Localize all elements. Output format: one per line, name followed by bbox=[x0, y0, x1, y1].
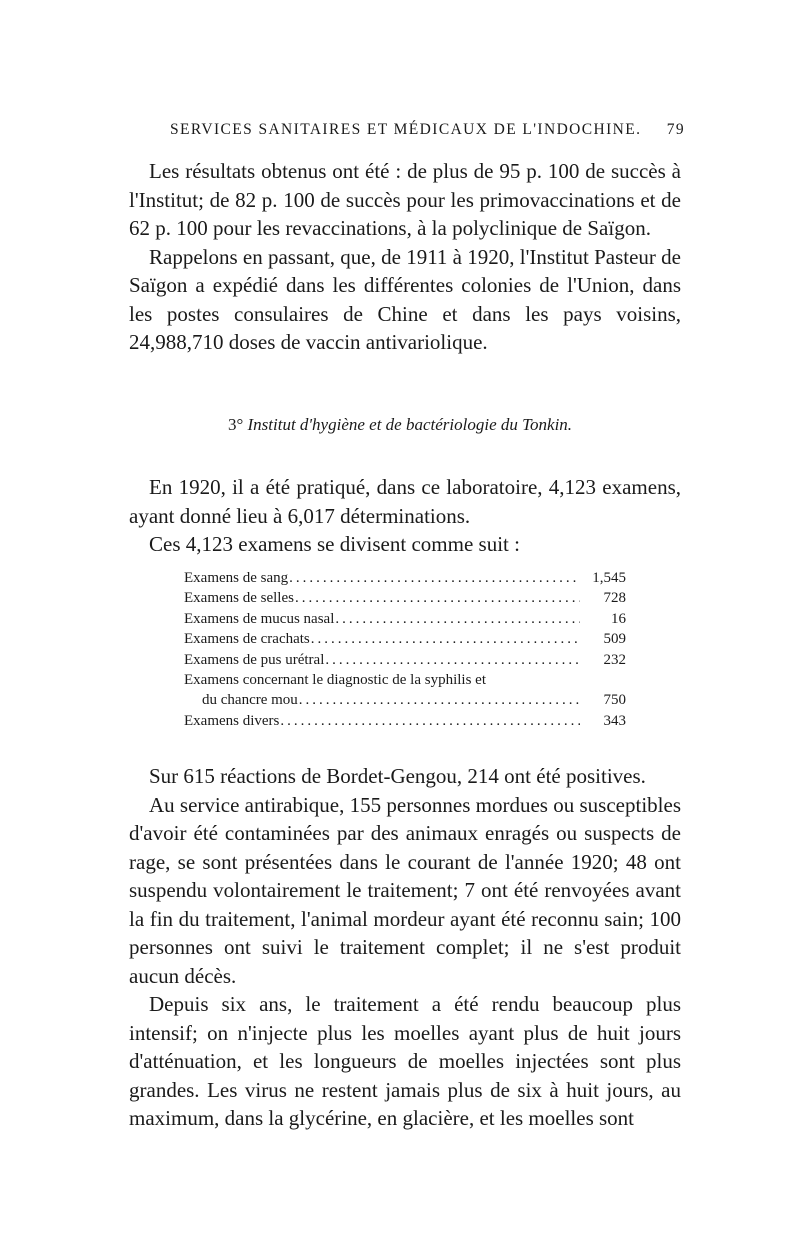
row-value: 750 bbox=[603, 692, 626, 709]
section-heading bbox=[0, 415, 800, 435]
page-number: 79 bbox=[666, 121, 685, 138]
row-value: 1,545 bbox=[592, 570, 626, 586]
paragraph-bordet-gengou: Sur 615 réactions de Bordet-Gengou, 214 ont été positives. bbox=[149, 764, 646, 788]
text-block-top bbox=[129, 157, 681, 357]
section-title: Institut d'hygiène et de bactériologie du Tonkin. bbox=[247, 415, 573, 434]
row-label: Examens de sang bbox=[184, 570, 289, 586]
running-header bbox=[170, 121, 685, 139]
row-label: Examens de selles bbox=[184, 590, 294, 607]
row-label: du chancre mou bbox=[202, 692, 298, 709]
row-value: 509 bbox=[603, 631, 626, 648]
row-value: 343 bbox=[603, 712, 626, 729]
paragraph-vaccine-shipments: Rappelons en passant, que, de 1911 à 1920, l'Institut Pasteur de Saïgon a expédié dans les différentes colonies de l'Union, dans les postes consulaires de Chine et dans les pays voisins, 24,988,710 doses de vaccin antivariolique. bbox=[129, 244, 681, 354]
table-row bbox=[184, 609, 626, 629]
section-number: 3° bbox=[227, 415, 244, 434]
dot-leader bbox=[295, 588, 580, 608]
paragraph-exams-count: En 1920, il a été pratiqué, dans ce laboratoire, 4,123 examens, ayant donné lieu à 6,017 déterminations. bbox=[129, 475, 681, 528]
paragraph-antirabies-service: Au service antirabique, 155 personnes mordues ou susceptibles d'avoir été contaminées par des animaux enragés ou suspects de rage, se sont présentées dans le courant de l'année 1920; 48 ont suspendu volontairement le traitement; 7 ont été renvoyées avant la fin du traitement, l'animal mordeur ayant été reconnu sain; 100 personnes ont suivi le traitement complet; il ne s'est produit aucun décès. bbox=[129, 792, 681, 988]
table-row bbox=[184, 650, 626, 670]
row-value: 728 bbox=[603, 590, 626, 607]
row-value: 16 bbox=[611, 610, 626, 627]
row-label: Examens de crachats bbox=[184, 631, 310, 648]
row-label: Examens divers bbox=[184, 712, 280, 729]
table-row-multiline-start bbox=[184, 670, 626, 690]
dot-leader bbox=[299, 690, 580, 710]
text-block-middle bbox=[129, 473, 681, 559]
exams-table bbox=[184, 568, 626, 731]
dot-leader bbox=[280, 711, 580, 731]
dot-leader bbox=[311, 629, 580, 649]
table-row-multiline-end bbox=[184, 690, 626, 710]
row-value: 232 bbox=[603, 651, 626, 668]
paragraph-vaccination-results: Les résultats obtenus ont été : de plus de 95 p. 100 de succès à l'Institut; de 82 p. 100 de succès pour les primovaccinations et de 62 p. 100 pour les revaccinations, à la polyclinique de Saïgon. bbox=[129, 159, 681, 240]
text-block-bottom bbox=[129, 762, 681, 1133]
dot-leader bbox=[335, 609, 580, 629]
table-row bbox=[184, 629, 626, 649]
table-row bbox=[184, 588, 626, 608]
paragraph-exams-intro: Ces 4,123 examens se divisent comme suit : bbox=[149, 532, 520, 556]
table-row bbox=[184, 568, 626, 588]
table-row bbox=[184, 711, 626, 731]
dot-leader bbox=[325, 650, 580, 670]
running-title: SERVICES SANITAIRES ET MÉDICAUX DE L'INDOCHINE. bbox=[170, 121, 642, 138]
row-label: Examens de pus urétral bbox=[184, 651, 325, 668]
dot-leader bbox=[289, 568, 580, 588]
row-label: Examens de mucus nasal bbox=[184, 610, 335, 627]
paragraph-treatment-intensity: Depuis six ans, le traitement a été rendu beaucoup plus intensif; on n'injecte plus les moelles ayant plus de huit jours d'atténuation, et les longueurs de moelles injectées sont plus grandes. Les virus ne restent jamais plus de six à huit jours, au maximum, dans la glycérine, en glacière, et les moelles sont bbox=[129, 992, 681, 1130]
row-label: Examens concernant le diagnostic de la syphilis et bbox=[184, 672, 486, 689]
